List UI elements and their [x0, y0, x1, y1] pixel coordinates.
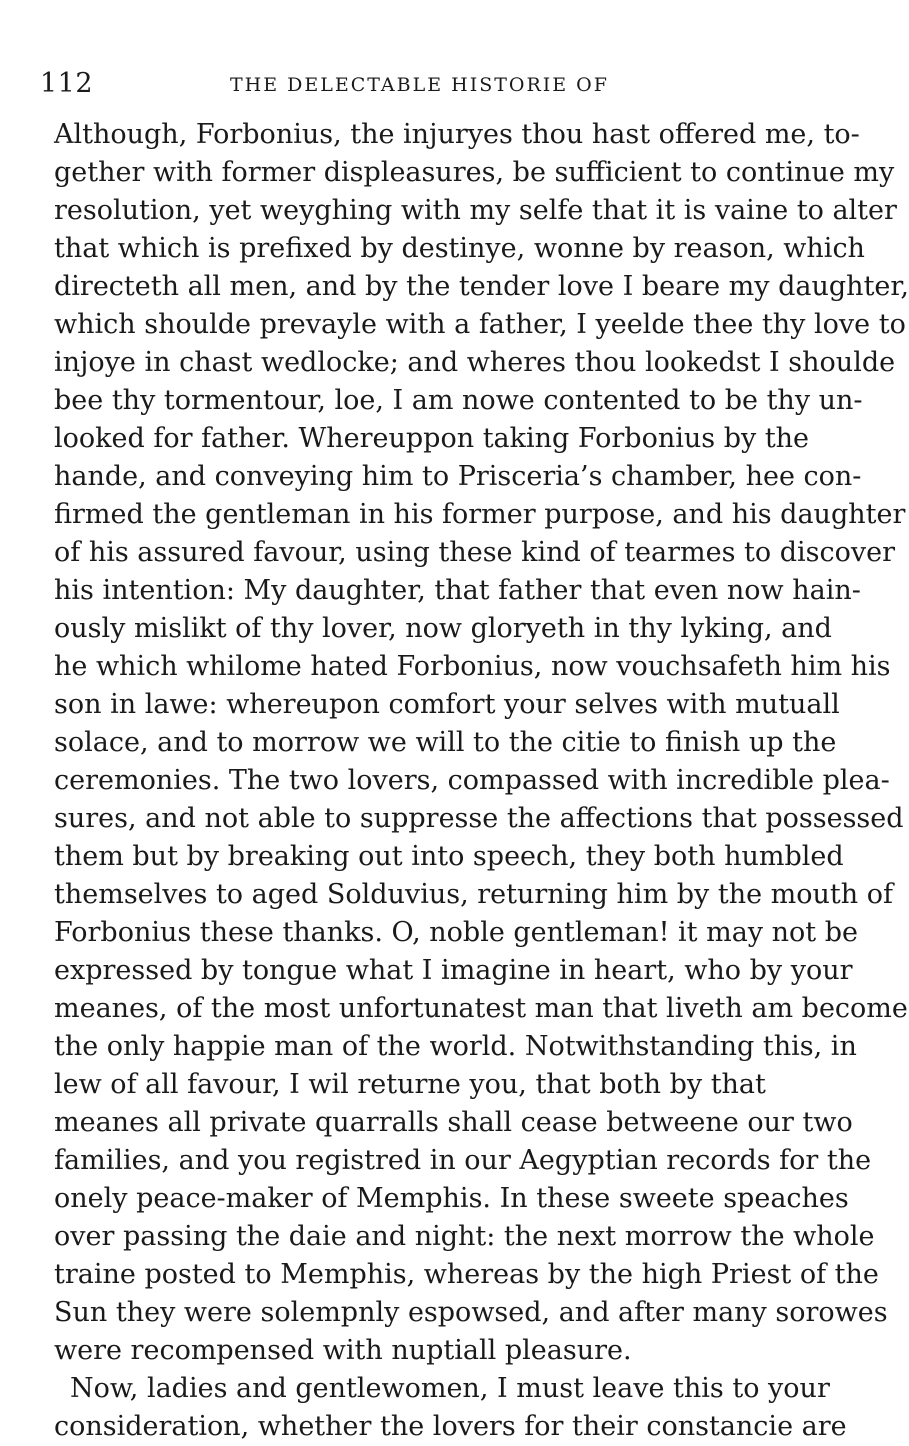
text-line: of his assured favour, using these kind of tearmes to discover — [54, 537, 896, 568]
text-line: resolution, yet weyghing with my selfe that it is vaine to alter — [54, 195, 897, 226]
text-line: directeth all men, and by the tender love I beare my daughter, — [54, 271, 909, 302]
text-line: Forbonius these thanks. O, noble gentleman! it may not be — [54, 917, 858, 948]
text-line: Sun they were solempnly espowsed, and after many sorowes — [54, 1297, 888, 1328]
text-line: the only happie man of the world. Notwithstanding this, in — [54, 1031, 857, 1062]
text-line: expressed by tongue what I imagine in heart, who by your — [54, 955, 853, 986]
text-line: injoye in chast wedlocke; and wheres thou lookedst I shoulde — [54, 347, 896, 378]
text-line: Now, ladies and gentlewomen, I must leave this to your — [70, 1373, 830, 1404]
text-line: them but by breaking out into speech, they both humbled — [54, 841, 844, 872]
text-line: hande, and conveying him to Prisceria’s chamber, hee con- — [54, 461, 862, 492]
text-line: traine posted to Memphis, whereas by the high Priest of the — [54, 1259, 879, 1290]
text-line: son in lawe: whereupon comfort your selves with mutuall — [54, 689, 840, 720]
text-line: looked for father. Whereuppon taking Forbonius by the — [54, 423, 810, 454]
text-line: gether with former displeasures, be sufficient to continue my — [54, 157, 895, 188]
text-line: meanes all private quarralls shall cease betweene our two — [54, 1107, 853, 1138]
running-title: THE DELECTABLE HISTORIE OF — [230, 74, 609, 96]
text-line: ously mislikt of thy lover, now gloryeth in thy lyking, and — [54, 613, 832, 644]
page-number: 112 — [40, 68, 94, 99]
text-line: lew of all favour, I wil returne you, that both by that — [54, 1069, 766, 1100]
text-line: solace, and to morrow we will to the citie to finish up the — [54, 727, 837, 758]
text-line: sures, and not able to suppresse the affections that possessed — [54, 803, 904, 834]
text-line: his intention: My daughter, that father that even now hain- — [54, 575, 861, 606]
text-line: he which whilome hated Forbonius, now vouchsafeth him his — [54, 651, 891, 682]
text-line: bee thy tormentour, loe, I am nowe contented to be thy un- — [54, 385, 863, 416]
text-line: families, and you registred in our Aegyptian records for the — [54, 1145, 872, 1176]
text-line: which shoulde prevayle with a father, I yeelde thee thy love to — [54, 309, 906, 340]
text-line: Although, Forbonius, the injuryes thou hast offered me, to- — [54, 119, 860, 150]
text-line: onely peace-maker of Memphis. In these sweete speaches — [54, 1183, 849, 1214]
text-line: consideration, whether the lovers for their constancie are — [54, 1411, 847, 1442]
body-text — [54, 116, 909, 1446]
running-head — [40, 68, 740, 106]
text-line: firmed the gentleman in his former purpose, and his daughter — [54, 499, 906, 530]
text-line: themselves to aged Solduvius, returning him by the mouth of — [54, 879, 893, 910]
text-line: that which is prefixed by destinye, wonne by reason, which — [54, 233, 865, 264]
text-line: ceremonies. The two lovers, compassed with incredible plea- — [54, 765, 890, 796]
text-line: meanes, of the most unfortunatest man that liveth am become — [54, 993, 908, 1024]
text-line: over passing the daie and night: the next morrow the whole — [54, 1221, 875, 1252]
text-line: were recompensed with nuptiall pleasure. — [54, 1335, 632, 1366]
